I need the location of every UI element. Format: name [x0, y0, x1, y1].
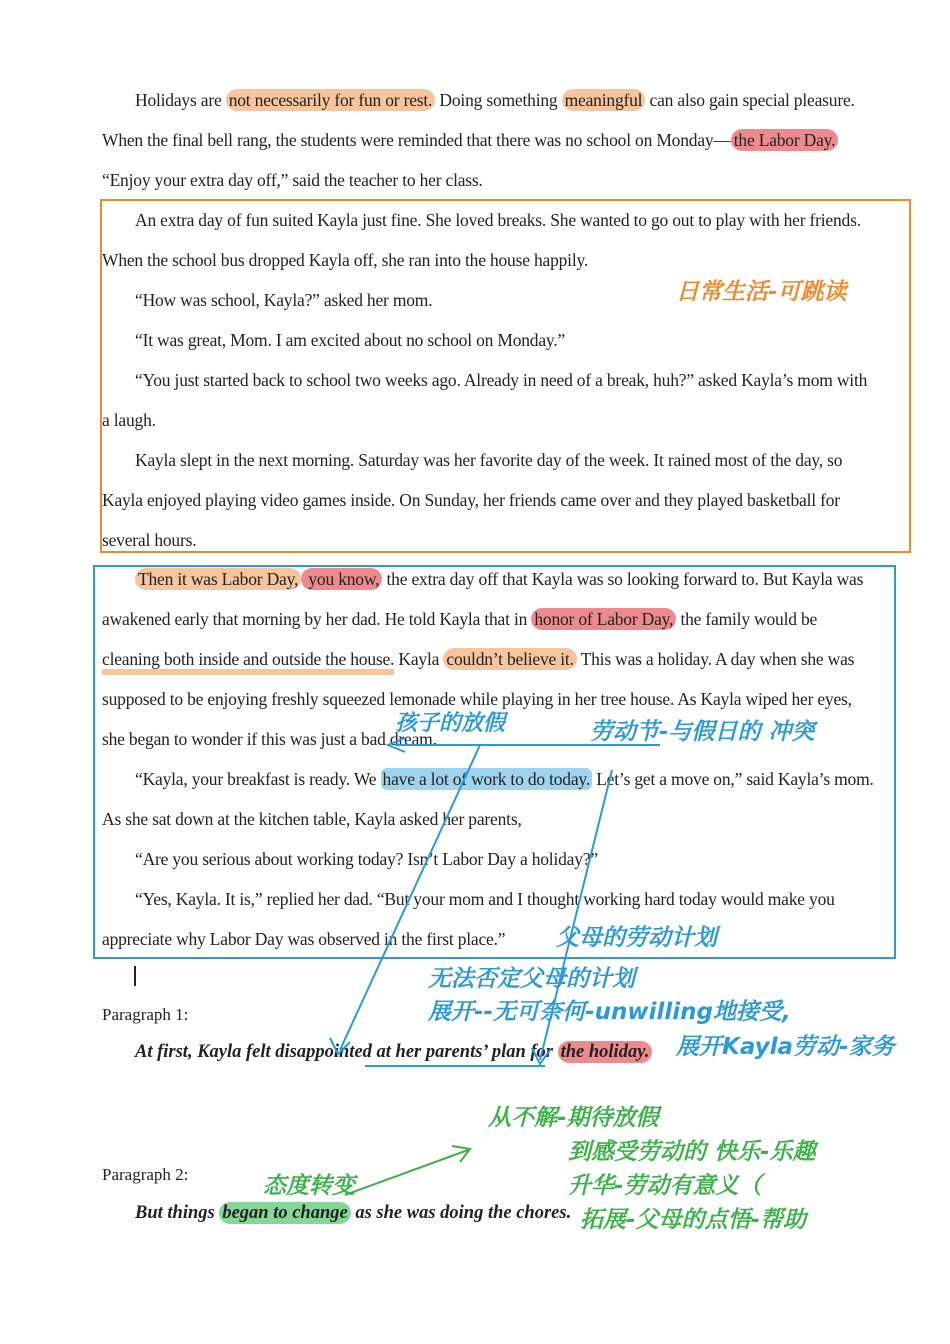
highlight-the-holiday: the holiday.	[558, 1041, 653, 1063]
note-unwilling: 展开--无可奈何-unwilling地接受,	[428, 999, 791, 1025]
p2-line7: Kayla slept in the next morning. Saturday was her favorite day of the week. It rained most of the day, so	[135, 450, 843, 470]
p2-line8: Kayla enjoyed playing video games inside. On Sunday, her friends came over and they played basketball for	[102, 490, 840, 510]
note-from-confused: 从不解-期待放假	[488, 1105, 659, 1131]
highlight-labor-day: the Labor Day.	[731, 129, 839, 151]
p2-line4: “It was great, Mom. I am excited about no school on Monday.”	[135, 330, 566, 350]
note-daily-life: 日常生活-可跳读	[676, 279, 847, 305]
text: Let’s get a move on,” said Kayla’s mom.	[592, 769, 874, 789]
text: Kayla	[394, 649, 444, 669]
note-expand-parents: 拓展-父母的点悟-帮助	[580, 1207, 807, 1233]
arrow-attitude-change	[345, 1150, 468, 1195]
arrow-plan-to-paragraph	[540, 770, 612, 1060]
note-child-holiday: 孩子的放假	[395, 711, 506, 736]
text: as she was doing the chores.	[350, 1203, 572, 1223]
highlight-meaningful: meaningful	[562, 89, 646, 111]
text: awakened early that morning by her dad. He told Kayla that in	[102, 609, 532, 629]
highlight-began-to-change: began to change	[219, 1202, 350, 1224]
arrow-holiday-to-disappointed	[340, 745, 480, 1050]
underline-cleaning: cleaning both inside and outside the house.	[102, 649, 394, 675]
p2-line3: “How was school, Kayla?” asked her mom.	[135, 290, 433, 310]
highlight-honor-labor-day: honor of Labor Day,	[531, 608, 676, 630]
highlight-not-necessarily: not necessarily for fun or rest.	[226, 89, 436, 111]
text: But things	[135, 1203, 220, 1223]
p2-line5: “You just started back to school two weeks ago. Already in need of a break, huh?” asked Kayla’s mom with	[135, 370, 868, 390]
arrow-head	[330, 1038, 350, 1054]
text: At first, Kayla felt disappointed at her parents’ plan for	[135, 1042, 558, 1062]
p2-line9: several hours.	[102, 530, 197, 550]
p2-line6: a laugh.	[102, 410, 156, 430]
text: Holidays are	[135, 90, 226, 110]
p3-line9: “Yes, Kayla. It is,” replied her dad. “But your mom and I thought working hard today would make you	[135, 889, 835, 909]
paragraph1-label: Paragraph 1:	[102, 1005, 189, 1024]
highlight-then-labor-day: Then it was Labor Day,	[135, 568, 301, 590]
p1-line3: “Enjoy your extra day off,” said the teacher to her class.	[102, 170, 483, 190]
note-cannot-deny: 无法否定父母的计划	[428, 966, 635, 992]
note-sublimation: 升华-劳动有意义（	[568, 1173, 762, 1199]
note-kayla-chores: 展开Kayla劳动-家务	[676, 1034, 895, 1060]
text: Doing something	[435, 90, 562, 110]
p3-line7: As she sat down at the kitchen table, Kayla asked her parents,	[102, 809, 522, 829]
note-attitude-change: 态度转变	[263, 1173, 355, 1199]
highlight-you-know: you know,	[301, 568, 382, 590]
p3-line5: she began to wonder if this was just a bad dream.	[102, 729, 437, 749]
text: the extra day off that Kayla was so looking forward to. But Kayla was	[382, 569, 864, 589]
p3-line4: supposed to be enjoying freshly squeezed lemonade while playing in her tree house. As Kayla wiped her eyes,	[102, 689, 852, 709]
text: This was a holiday. A day when she was	[576, 649, 855, 669]
note-to-joy: 到感受劳动的 快乐-乐趣	[568, 1139, 816, 1165]
text: the family would be	[676, 609, 818, 629]
note-labor-day-conflict: 劳动节-与假日的 冲突	[590, 719, 815, 745]
text: can also gain special pleasure.	[645, 90, 855, 110]
paragraph2-label: Paragraph 2:	[102, 1165, 189, 1184]
p2-line2: When the school bus dropped Kayla off, she ran into the house happily.	[102, 250, 589, 270]
p3-line8: “Are you serious about working today? Isn’t Labor Day a holiday?”	[135, 849, 598, 869]
text: “Kayla, your breakfast is ready. We	[135, 769, 381, 789]
highlight-lot-of-work: have a lot of work to do today.	[382, 769, 591, 789]
p2-line1: An extra day of fun suited Kayla just fine. She loved breaks. She wanted to go out to play with her friends.	[135, 210, 861, 230]
highlight-couldnt-believe: couldn’t believe it.	[443, 648, 576, 670]
text: When the final bell rang, the students were reminded that there was no school on Monday—	[102, 130, 731, 150]
note-parents-plan: 父母的劳动计划	[556, 925, 717, 951]
p3-line10: appreciate why Labor Day was observed in the first place.”	[102, 929, 506, 949]
